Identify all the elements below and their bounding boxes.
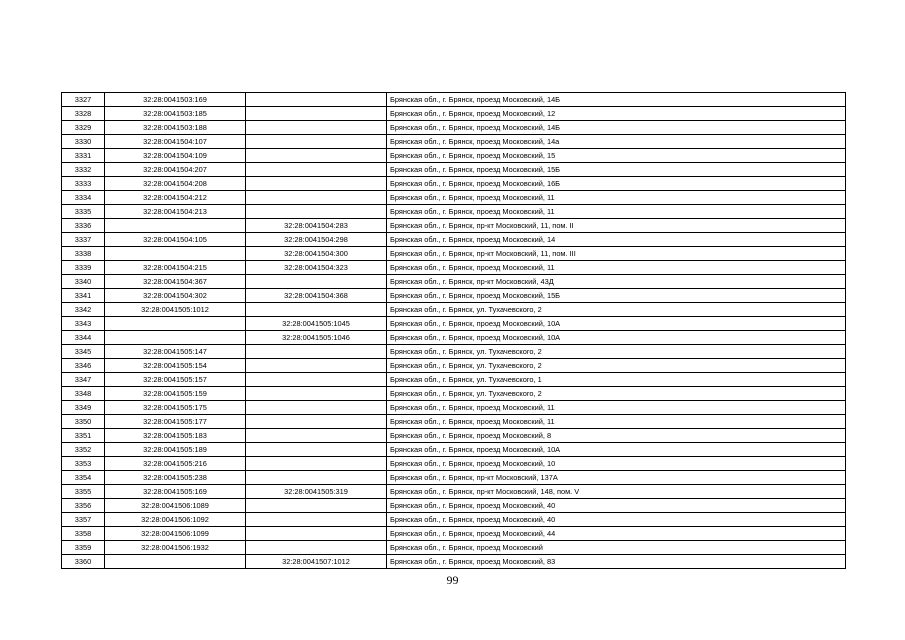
- table-row: [62, 457, 846, 471]
- cadastral-number-cell: 32:28:0041504:212: [105, 191, 246, 205]
- address-cell: Брянская обл., г. Брянск, проезд Московский, 12: [387, 107, 846, 121]
- table-row: [62, 219, 846, 233]
- row-number-cell: 3333: [62, 177, 105, 191]
- related-cadastral-number-cell: [246, 163, 387, 177]
- related-cadastral-number-cell: [246, 415, 387, 429]
- address-cell: Брянская обл., г. Брянск, проезд Московский, 14: [387, 233, 846, 247]
- table-row: [62, 317, 846, 331]
- related-cadastral-number-cell: [246, 177, 387, 191]
- row-number-cell: 3344: [62, 331, 105, 345]
- related-cadastral-number-cell: [246, 149, 387, 163]
- address-cell: Брянская обл., г. Брянск, пр-кт Московский, 137А: [387, 471, 846, 485]
- cadastral-number-cell: 32:28:0041504:207: [105, 163, 246, 177]
- cadastral-number-cell: 32:28:0041503:185: [105, 107, 246, 121]
- row-number-cell: 3349: [62, 401, 105, 415]
- cadastral-number-cell: 32:28:0041505:216: [105, 457, 246, 471]
- row-number-cell: 3340: [62, 275, 105, 289]
- cadastral-number-cell: 32:28:0041504:208: [105, 177, 246, 191]
- row-number-cell: 3339: [62, 261, 105, 275]
- address-cell: Брянская обл., г. Брянск, проезд Московский, 16Б: [387, 177, 846, 191]
- cadastral-number-cell: 32:28:0041504:215: [105, 261, 246, 275]
- table-row: [62, 443, 846, 457]
- address-cell: Брянская обл., г. Брянск, проезд Московский, 40: [387, 499, 846, 513]
- cadastral-number-cell: 32:28:0041504:367: [105, 275, 246, 289]
- row-number-cell: 3331: [62, 149, 105, 163]
- cadastral-number-cell: 32:28:0041505:154: [105, 359, 246, 373]
- table-row: [62, 233, 846, 247]
- row-number-cell: 3356: [62, 499, 105, 513]
- related-cadastral-number-cell: [246, 527, 387, 541]
- address-cell: Брянская обл., г. Брянск, проезд Московский, 14Б: [387, 121, 846, 135]
- related-cadastral-number-cell: [246, 205, 387, 219]
- related-cadastral-number-cell: [246, 429, 387, 443]
- table-row: [62, 541, 846, 555]
- table-row: [62, 555, 846, 569]
- cadastral-number-cell: 32:28:0041506:1092: [105, 513, 246, 527]
- row-number-cell: 3332: [62, 163, 105, 177]
- related-cadastral-number-cell: 32:28:0041505:1046: [246, 331, 387, 345]
- address-cell: Брянская обл., г. Брянск, проезд Московский, 11: [387, 401, 846, 415]
- table-row: [62, 387, 846, 401]
- related-cadastral-number-cell: [246, 443, 387, 457]
- address-cell: Брянская обл., г. Брянск, проезд Московский, 10А: [387, 331, 846, 345]
- address-cell: Брянская обл., г. Брянск, проезд Московский, 10А: [387, 443, 846, 457]
- cadastral-number-cell: 32:28:0041505:175: [105, 401, 246, 415]
- related-cadastral-number-cell: [246, 275, 387, 289]
- table-row: [62, 93, 846, 107]
- related-cadastral-number-cell: 32:28:0041504:300: [246, 247, 387, 261]
- address-cell: Брянская обл., г. Брянск, проезд Московский, 15Б: [387, 289, 846, 303]
- related-cadastral-number-cell: [246, 93, 387, 107]
- address-cell: Брянская обл., г. Брянск, ул. Тухачевского, 2: [387, 345, 846, 359]
- cadastral-number-cell: 32:28:0041505:159: [105, 387, 246, 401]
- related-cadastral-number-cell: [246, 345, 387, 359]
- row-number-cell: 3358: [62, 527, 105, 541]
- table-row: [62, 527, 846, 541]
- table-row: [62, 261, 846, 275]
- address-cell: Брянская обл., г. Брянск, проезд Московский, 15Б: [387, 163, 846, 177]
- table-row: [62, 401, 846, 415]
- row-number-cell: 3336: [62, 219, 105, 233]
- cadastral-number-cell: 32:28:0041505:183: [105, 429, 246, 443]
- row-number-cell: 3354: [62, 471, 105, 485]
- cadastral-number-cell: 32:28:0041504:109: [105, 149, 246, 163]
- table-row: [62, 429, 846, 443]
- row-number-cell: 3334: [62, 191, 105, 205]
- cadastral-number-cell: 32:28:0041506:1089: [105, 499, 246, 513]
- table-row: [62, 107, 846, 121]
- table-row: [62, 499, 846, 513]
- related-cadastral-number-cell: [246, 471, 387, 485]
- table-row: [62, 135, 846, 149]
- address-cell: Брянская обл., г. Брянск, пр-кт Московский, 11, пом. II: [387, 219, 846, 233]
- cadastral-number-cell: 32:28:0041503:169: [105, 93, 246, 107]
- related-cadastral-number-cell: [246, 359, 387, 373]
- cadastral-number-cell: 32:28:0041504:302: [105, 289, 246, 303]
- cadastral-number-cell: [105, 555, 246, 569]
- cadastral-number-cell: [105, 247, 246, 261]
- address-cell: Брянская обл., г. Брянск, проезд Московский, 10: [387, 457, 846, 471]
- address-cell: Брянская обл., г. Брянск, проезд Московский, 83: [387, 555, 846, 569]
- address-cell: Брянская обл., г. Брянск, ул. Тухачевского, 2: [387, 359, 846, 373]
- table-row: [62, 345, 846, 359]
- related-cadastral-number-cell: [246, 457, 387, 471]
- table-row: [62, 359, 846, 373]
- cadastral-number-cell: [105, 317, 246, 331]
- address-cell: Брянская обл., г. Брянск, ул. Тухачевского, 1: [387, 373, 846, 387]
- table-row: [62, 149, 846, 163]
- table-row: [62, 303, 846, 317]
- related-cadastral-number-cell: [246, 191, 387, 205]
- row-number-cell: 3327: [62, 93, 105, 107]
- related-cadastral-number-cell: [246, 373, 387, 387]
- address-cell: Брянская обл., г. Брянск, проезд Московский, 11: [387, 205, 846, 219]
- address-cell: Брянская обл., г. Брянск, проезд Московский, 11: [387, 261, 846, 275]
- cadastral-number-cell: [105, 331, 246, 345]
- table-row: [62, 177, 846, 191]
- cadastral-number-cell: 32:28:0041505:189: [105, 443, 246, 457]
- related-cadastral-number-cell: 32:28:0041504:298: [246, 233, 387, 247]
- cadastral-number-cell: 32:28:0041503:188: [105, 121, 246, 135]
- cadastral-number-cell: 32:28:0041505:147: [105, 345, 246, 359]
- address-cell: Брянская обл., г. Брянск, пр-кт Московский, 11, пом. III: [387, 247, 846, 261]
- row-number-cell: 3347: [62, 373, 105, 387]
- row-number-cell: 3346: [62, 359, 105, 373]
- cadastral-number-cell: 32:28:0041505:1012: [105, 303, 246, 317]
- cadastral-number-cell: 32:28:0041506:1932: [105, 541, 246, 555]
- row-number-cell: 3360: [62, 555, 105, 569]
- row-number-cell: 3338: [62, 247, 105, 261]
- related-cadastral-number-cell: [246, 541, 387, 555]
- related-cadastral-number-cell: [246, 135, 387, 149]
- row-number-cell: 3335: [62, 205, 105, 219]
- address-cell: Брянская обл., г. Брянск, проезд Московский, 11: [387, 415, 846, 429]
- table-row: [62, 471, 846, 485]
- row-number-cell: 3341: [62, 289, 105, 303]
- address-cell: Брянская обл., г. Брянск, ул. Тухачевского, 2: [387, 303, 846, 317]
- row-number-cell: 3342: [62, 303, 105, 317]
- address-cell: Брянская обл., г. Брянск, проезд Московский, 15: [387, 149, 846, 163]
- address-cell: Брянская обл., г. Брянск, пр-кт Московский, 148, пом. V: [387, 485, 846, 499]
- table-row: [62, 485, 846, 499]
- related-cadastral-number-cell: 32:28:0041505:319: [246, 485, 387, 499]
- row-number-cell: 3357: [62, 513, 105, 527]
- row-number-cell: 3348: [62, 387, 105, 401]
- row-number-cell: 3330: [62, 135, 105, 149]
- cadastral-number-cell: 32:28:0041504:105: [105, 233, 246, 247]
- table-row: [62, 373, 846, 387]
- table-row: [62, 163, 846, 177]
- address-cell: Брянская обл., г. Брянск, пр-кт Московский, 43Д: [387, 275, 846, 289]
- cadastral-number-cell: 32:28:0041505:177: [105, 415, 246, 429]
- related-cadastral-number-cell: 32:28:0041507:1012: [246, 555, 387, 569]
- related-cadastral-number-cell: 32:28:0041504:323: [246, 261, 387, 275]
- registry-table-body: [62, 93, 846, 569]
- address-cell: Брянская обл., г. Брянск, проезд Московский: [387, 541, 846, 555]
- table-row: [62, 247, 846, 261]
- row-number-cell: 3345: [62, 345, 105, 359]
- cadastral-number-cell: 32:28:0041504:213: [105, 205, 246, 219]
- related-cadastral-number-cell: [246, 107, 387, 121]
- table-row: [62, 415, 846, 429]
- address-cell: Брянская обл., г. Брянск, проезд Московский, 11: [387, 191, 846, 205]
- cadastral-number-cell: 32:28:0041506:1099: [105, 527, 246, 541]
- address-cell: Брянская обл., г. Брянск, проезд Московский, 14Б: [387, 93, 846, 107]
- related-cadastral-number-cell: 32:28:0041504:283: [246, 219, 387, 233]
- table-row: [62, 191, 846, 205]
- page-number: 99: [446, 573, 459, 587]
- row-number-cell: 3355: [62, 485, 105, 499]
- related-cadastral-number-cell: [246, 401, 387, 415]
- row-number-cell: 3328: [62, 107, 105, 121]
- table-row: [62, 513, 846, 527]
- table-row: [62, 331, 846, 345]
- table-row: [62, 121, 846, 135]
- row-number-cell: 3352: [62, 443, 105, 457]
- cadastral-number-cell: 32:28:0041505:238: [105, 471, 246, 485]
- address-cell: Брянская обл., г. Брянск, проезд Московский, 8: [387, 429, 846, 443]
- table-row: [62, 275, 846, 289]
- row-number-cell: 3337: [62, 233, 105, 247]
- cadastral-number-cell: 32:28:0041505:169: [105, 485, 246, 499]
- related-cadastral-number-cell: [246, 499, 387, 513]
- cadastral-number-cell: 32:28:0041505:157: [105, 373, 246, 387]
- related-cadastral-number-cell: [246, 513, 387, 527]
- row-number-cell: 3351: [62, 429, 105, 443]
- registry-table: [61, 92, 846, 569]
- related-cadastral-number-cell: [246, 121, 387, 135]
- related-cadastral-number-cell: 32:28:0041504:368: [246, 289, 387, 303]
- cadastral-number-cell: 32:28:0041504:107: [105, 135, 246, 149]
- table-row: [62, 289, 846, 303]
- address-cell: Брянская обл., г. Брянск, проезд Московский, 44: [387, 527, 846, 541]
- row-number-cell: 3359: [62, 541, 105, 555]
- row-number-cell: 3350: [62, 415, 105, 429]
- table-row: [62, 205, 846, 219]
- row-number-cell: 3329: [62, 121, 105, 135]
- row-number-cell: 3353: [62, 457, 105, 471]
- cadastral-number-cell: [105, 219, 246, 233]
- address-cell: Брянская обл., г. Брянск, проезд Московский, 10А: [387, 317, 846, 331]
- address-cell: Брянская обл., г. Брянск, проезд Московский, 14а: [387, 135, 846, 149]
- row-number-cell: 3343: [62, 317, 105, 331]
- related-cadastral-number-cell: [246, 303, 387, 317]
- address-cell: Брянская обл., г. Брянск, ул. Тухачевского, 2: [387, 387, 846, 401]
- related-cadastral-number-cell: 32:28:0041505:1045: [246, 317, 387, 331]
- related-cadastral-number-cell: [246, 387, 387, 401]
- address-cell: Брянская обл., г. Брянск, проезд Московский, 40: [387, 513, 846, 527]
